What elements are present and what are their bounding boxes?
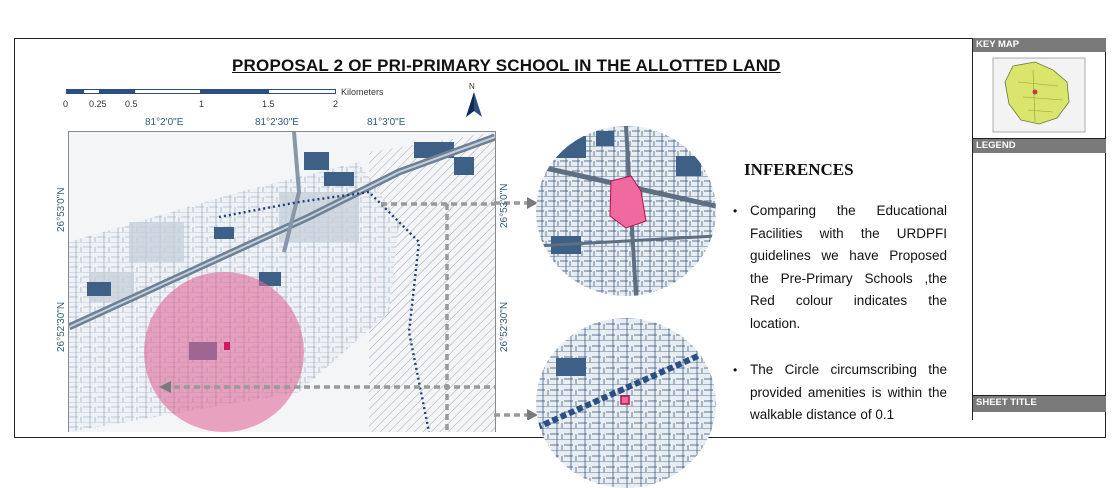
list-item xyxy=(733,359,947,427)
key-map-area xyxy=(973,52,1106,138)
list-item xyxy=(733,200,947,335)
inset-map-1 xyxy=(536,126,716,296)
scale-segment xyxy=(100,89,134,94)
inset-latitude-label: 26°53'0"N xyxy=(499,183,510,228)
inference-text: The Circle circumscribing the provided amenities is within the walkable distance of 0.1 xyxy=(750,362,947,422)
scale-tick-label: 1.5 xyxy=(262,99,275,109)
main-map xyxy=(68,131,496,432)
inference-text: Comparing the Educational Facilities with the URDPFI guidelines we have Proposed the Pre-Primary Schools ,the Red colour indicates the location. xyxy=(750,203,947,331)
map-title: PROPOSAL 2 OF PRI-PRIMARY SCHOOL IN THE ALLOTTED LAND xyxy=(232,56,781,75)
scale-tick-label: 1 xyxy=(199,99,205,109)
sheet-title-panel xyxy=(973,396,1106,412)
scale-segment xyxy=(134,89,201,94)
longitude-label: 81°3'0"E xyxy=(367,117,406,128)
scale-segment xyxy=(201,89,268,94)
north-label: N xyxy=(469,82,475,91)
main-map-canvas xyxy=(69,132,495,432)
bullet: • xyxy=(733,204,738,218)
longitude-label: 81°2'30"E xyxy=(255,117,299,128)
inset-latitude-label: 26°52'30"N xyxy=(499,301,510,352)
longitude-label: 81°2'0"E xyxy=(145,117,184,128)
scale-bar xyxy=(66,89,336,95)
key-map-image xyxy=(973,52,1106,138)
legend-panel xyxy=(973,139,1106,153)
sheet-title-header: SHEET TITLE xyxy=(973,396,1106,412)
scale-tick-label: 2 xyxy=(333,99,339,109)
key-map-header: KEY MAP xyxy=(973,38,1106,52)
latitude-label: 26°53'0"N xyxy=(56,187,67,232)
scale-segment xyxy=(66,89,83,94)
inferences-list xyxy=(733,200,947,451)
scale-tick-label: 0.25 xyxy=(89,99,107,109)
latitude-label: 26°52'30"N xyxy=(56,301,67,352)
inset-map-2-canvas xyxy=(536,318,716,488)
key-map-panel xyxy=(973,38,1106,138)
inferences-heading: INFERENCES xyxy=(744,160,854,179)
north-arrow-icon xyxy=(464,82,484,118)
scale-tick-label: 0 xyxy=(63,99,69,109)
inset-map-2 xyxy=(536,318,716,488)
scale-segment xyxy=(268,89,336,94)
legend-header: LEGEND xyxy=(973,139,1106,153)
scale-tick-label: 0.5 xyxy=(125,99,138,109)
scale-segment xyxy=(83,89,100,94)
bullet: • xyxy=(733,363,738,377)
inset-map-1-canvas xyxy=(536,126,716,296)
north-arrow-shape xyxy=(464,92,484,118)
scale-unit-label: Kilometers xyxy=(341,87,384,97)
